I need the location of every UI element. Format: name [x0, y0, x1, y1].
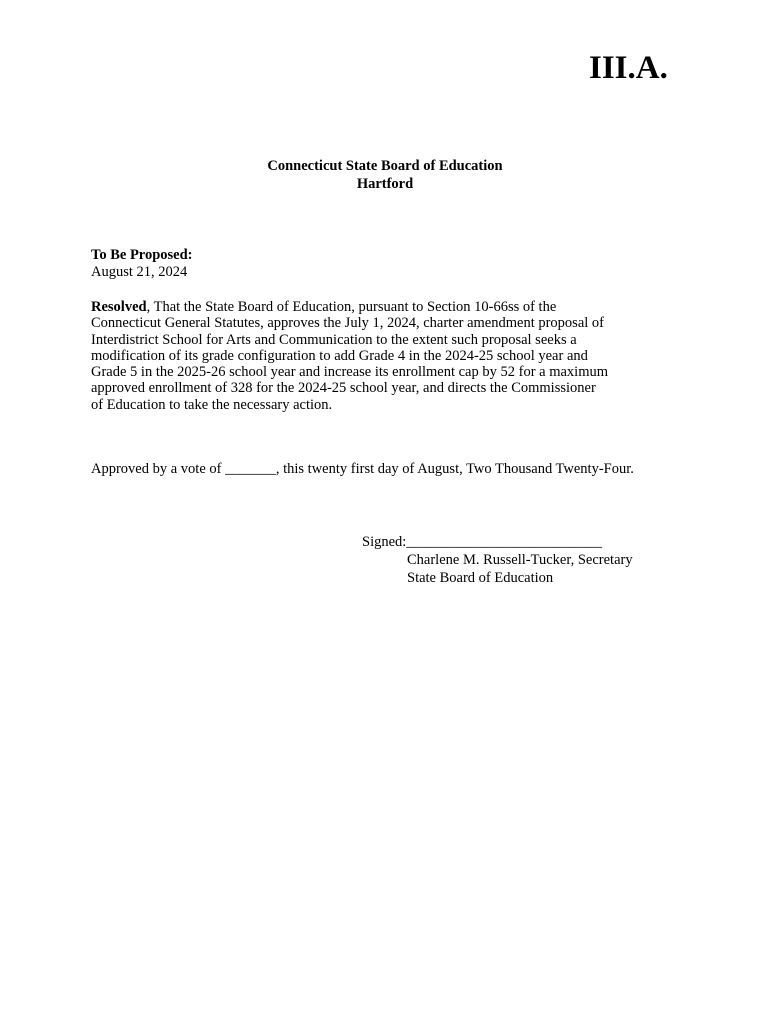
proposal-block [91, 247, 193, 281]
resolution-paragraph [91, 299, 608, 413]
signature-line: Signed:___________________________ [362, 534, 603, 550]
resolution-line: modification of its grade configuration to add Grade 4 in the 2024-25 school year and [91, 347, 588, 364]
signatory-block [407, 551, 633, 587]
document-heading [0, 157, 770, 193]
resolution-line: approved enrollment of 328 for the 2024-25 school year, and directs the Commissioner [91, 380, 596, 397]
signatory-name: Charlene M. Russell-Tucker, Secretary [407, 552, 633, 568]
resolution-line: Grade 5 in the 2025-26 school year and increase its enrollment cap by 52 for a maximum [91, 364, 609, 381]
proposal-date: August 21, 2024 [91, 264, 188, 280]
city-name: Hartford [356, 176, 414, 192]
resolution-lead: Resolved [91, 299, 147, 315]
resolution-line: of Education to take the necessary action. [91, 396, 333, 413]
approval-statement: Approved by a vote of _______, this twenty first day of August, Two Thousand Twenty-Four. [91, 461, 634, 477]
signatory-title: State Board of Education [407, 570, 554, 586]
proposal-label: To Be Proposed: [91, 247, 193, 263]
resolution-line: Interdistrict School for Arts and Communication to the extent such proposal seeks a [91, 331, 577, 348]
resolution-line [91, 299, 608, 315]
organization-name: Connecticut State Board of Education [267, 158, 503, 174]
agenda-item-number: III.A. [589, 50, 668, 86]
resolution-line: Connecticut General Statutes, approves the July 1, 2024, charter amendment proposal of [91, 315, 604, 332]
resolution-line-text: , That the State Board of Education, pursuant to Section 10-66ss of the [146, 299, 557, 315]
